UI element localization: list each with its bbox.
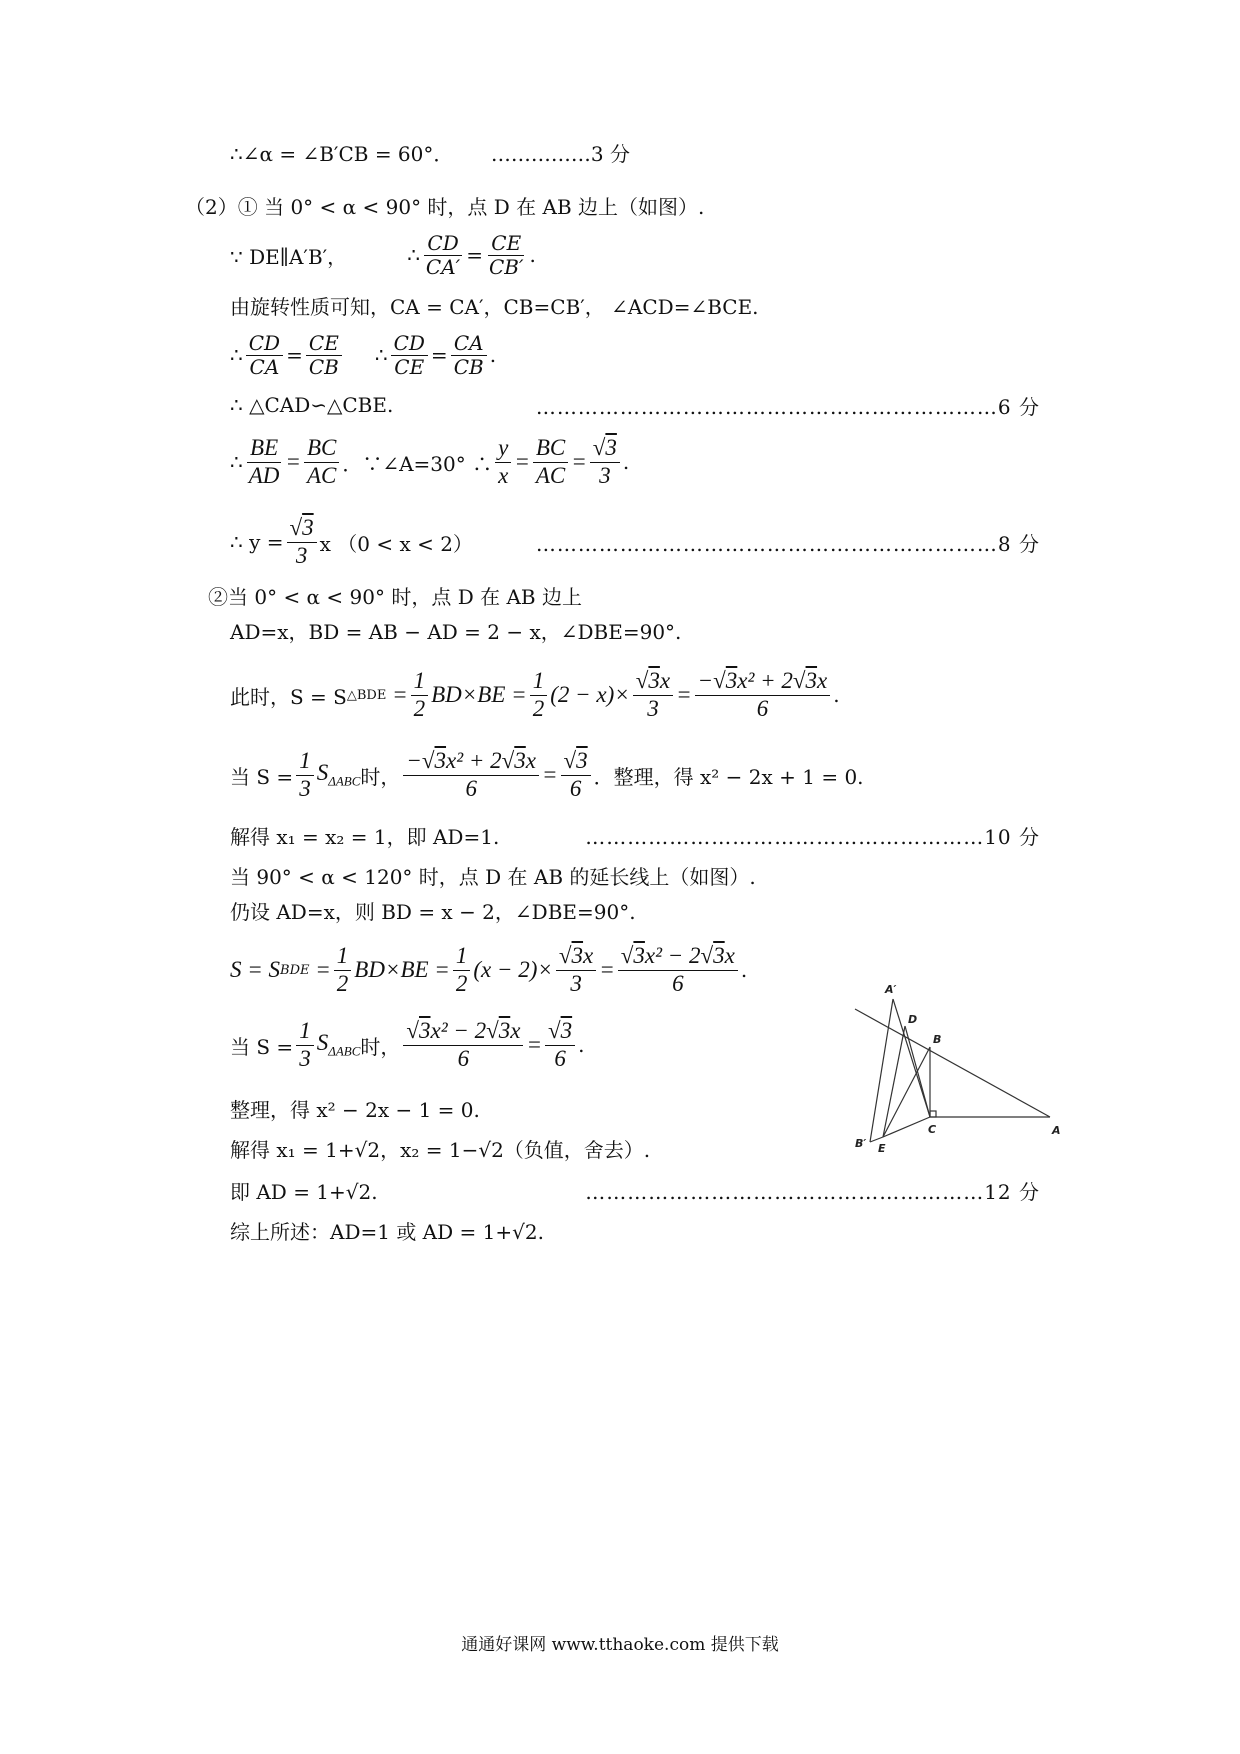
line-14-text: 当 90° < α < 120° 时，点 D 在 AB 的延长线上（如图）. <box>230 864 756 889</box>
fraction-ca-cb: $\frac{CA}{CB}$ <box>451 332 487 379</box>
fraction-cd-ce: $\frac{CD}{CE}$ <box>391 332 428 379</box>
line-7: ∴ $\frac{BE}{AD}$ = $\frac{BC}{AC}$ ．∵∠A=30° ∴ $\frac{y}{x}$ = $\frac{BC}{AC}$ = $\frac{√3}{3}$ . <box>230 435 630 488</box>
line-1-text: ∴∠α = ∠B′CB = 60°． <box>230 141 454 166</box>
fraction-cd-ca: $\frac{CD}{CA}$ <box>246 332 283 379</box>
line-11: 此时，S = S △BDE = $\frac{1}{2}$ BD×BE = $\frac{1}{2}$ (2 − x)× $\frac{√3x}{3}$ = $\frac{\text{−√3x² + 2√3x}}{6}$ . <box>230 668 840 721</box>
line-6 <box>230 375 1040 435</box>
fraction-third-2: $\frac{1}{3}$ <box>296 1018 314 1072</box>
part-2-label: （2）① <box>185 194 258 219</box>
fraction-half-4: $\frac{1}{2}$ <box>453 943 471 997</box>
fraction-third: $\frac{1}{3}$ <box>296 748 314 802</box>
line-10 <box>230 600 681 660</box>
score-10: …………………………………………………10 分 <box>585 824 1040 849</box>
line-3-therefore: ∴ <box>407 243 420 267</box>
line-1 <box>230 122 630 182</box>
fraction-sqrt3-6-b: $\frac{√3}{6}$ <box>545 1018 575 1072</box>
line-11-prefix: 此时，S = S <box>230 684 347 709</box>
fraction-sqrt3x-3: $\frac{√3x}{3}$ <box>633 668 673 722</box>
fraction-area-2: $\frac{\text{−√3x² + 2√3x}}{6}$ <box>403 748 539 802</box>
label-d: D <box>908 1013 918 1026</box>
label-a: A <box>1052 1124 1061 1137</box>
segment-a1-b1 <box>870 999 893 1142</box>
line-21 <box>230 1200 544 1260</box>
line-10-text: AD=x，BD = AB − AD = 2 − x，∠DBE=90°. <box>230 619 682 644</box>
segment-e-c <box>883 1117 930 1137</box>
line-17-mid: 时， <box>360 1034 401 1059</box>
fraction-cd-ca1: $\frac{CD}{CA'}$ <box>425 230 461 279</box>
fraction-sqrt3-3-b: $\frac{√3}{3}$ <box>287 515 317 569</box>
segment-d-c <box>905 1026 930 1117</box>
line-9-text: ②当 0° < α < 90° 时，点 D 在 AB 边上 <box>208 584 582 609</box>
right-angle-mark <box>930 1111 936 1117</box>
line-7-angle: ．∵∠A=30° ∴ <box>342 451 493 476</box>
line-4-text: 由旋转性质可知，CA = CA′，CB=CB′， ∠ACD=∠BCE. <box>230 294 759 319</box>
score-8: …………………………………………………………8 分 <box>535 531 1040 556</box>
line-3-given: ∵ DE∥A′B′， <box>230 244 348 269</box>
line-15 <box>230 880 636 940</box>
line-13-text: 解得 x₁ = x₂ = 1，即 AD=1. <box>230 824 500 849</box>
line-17-prefix: 当 S = <box>230 1034 294 1059</box>
line-3: ∵ DE∥A′B′， ∴ $\frac{CD}{CA'}$ = $\frac{CE}{CB'}$ . <box>230 230 536 279</box>
line-15-text: 仍设 AD=x，则 BD = x − 2，∠DBE=90°. <box>230 899 636 924</box>
label-e: E <box>878 1142 886 1155</box>
line-21-text: 综上所述：AD=1 或 AD = 1+√2. <box>230 1219 544 1244</box>
fraction-area-4: $\frac{\text{√3x² − 2√3x}}{6}$ <box>403 1018 523 1072</box>
line-a-d <box>855 1009 1050 1117</box>
line-12-mid: 时， <box>360 764 401 789</box>
line-5: ∴ $\frac{CD}{CA}$ = $\frac{CE}{CB}$ ∴ $\frac{CD}{CE}$ = $\frac{CA}{CB}$ . <box>230 330 497 379</box>
line-16-prefix: S = S <box>230 957 281 982</box>
fraction-area-3: $\frac{\text{√3x² − 2√3x}}{6}$ <box>618 943 738 997</box>
footer: 通通好课网 www.tthaoke.com 提供下载 <box>461 1635 779 1655</box>
line-8 <box>230 512 1040 572</box>
label-a1: A′ <box>885 983 897 996</box>
fraction-area-1: $\frac{\text{−√3x² + 2√3x}}{6}$ <box>695 668 831 722</box>
line-12: 当 S = $\frac{1}{3}$ $S_{\Delta ABC}$ 时， $\frac{\text{−√3x² + 2√3x}}{6}$ = $\frac{√3}{6}$ ．整理，得 x² − 2x + 1 = 0. <box>230 748 864 801</box>
fraction-sqrt3-6: $\frac{√3}{6}$ <box>561 748 591 802</box>
fraction-bc-ac: $\frac{BC}{AC}$ <box>304 435 339 489</box>
fraction-be-ad: $\frac{BE}{AD}$ <box>248 435 280 488</box>
line-8-y: ∴ y = <box>230 530 284 554</box>
fraction-bc-ac-2: $\frac{BC}{AC}$ <box>533 435 568 489</box>
fraction-half-3: $\frac{1}{2}$ <box>334 943 352 997</box>
line-6-text: ∴ △CAD∽△CBE. <box>230 393 394 417</box>
line-19-text: 解得 x₁ = 1+√2，x₂ = 1−√2（负值，舍去）. <box>230 1137 651 1162</box>
line-2-text: 当 0° < α < 90° 时，点 D 在 AB 边上（如图）. <box>264 194 705 219</box>
score-6: …………………………………………………………6 分 <box>535 394 1040 419</box>
line-18-text: 整理，得 x² − 2x − 1 = 0. <box>230 1097 480 1122</box>
label-b1: B′ <box>855 1137 867 1150</box>
fraction-sqrt3-3: $\frac{√3}{3}$ <box>590 435 620 489</box>
line-12-prefix: 当 S = <box>230 764 294 789</box>
fraction-half-2: $\frac{1}{2}$ <box>530 668 548 722</box>
line-8-range: x （0 < x < 2） <box>319 531 473 556</box>
line-16: S = S BDE = $\frac{1}{2}$ BD×BE = $\frac{1}{2}$ (x − 2)× $\frac{√3x}{3}$ = $\frac{\text{√3x² − 2√3x}}{6}$ . <box>230 943 748 996</box>
line-20-text: 即 AD = 1+√2. <box>230 1179 378 1204</box>
label-c: C <box>928 1123 937 1136</box>
fraction-ce-cb: $\frac{CE}{CB}$ <box>306 332 342 379</box>
line-11-sub: △BDE <box>346 687 387 703</box>
score-3: ……………3 分 <box>490 141 630 166</box>
fraction-sqrt3x-3-b: $\frac{√3x}{3}$ <box>556 943 596 997</box>
fraction-y-x: $\frac{y}{x}$ <box>495 435 511 489</box>
fraction-half: $\frac{1}{2}$ <box>411 668 429 722</box>
label-b: B <box>933 1033 942 1046</box>
line-12-end: ．整理，得 x² − 2x + 1 = 0. <box>593 764 864 789</box>
line-17: 当 S = $\frac{1}{3}$ $S_{\Delta ABC}$ 时， $\frac{\text{√3x² − 2√3x}}{6}$ = $\frac{√3}{6}$ . <box>230 1018 585 1071</box>
score-12: …………………………………………………12 分 <box>585 1179 1040 1204</box>
geometry-figure <box>835 977 1065 1162</box>
fraction-ce-cb1: $\frac{CE}{CB'}$ <box>488 230 524 279</box>
